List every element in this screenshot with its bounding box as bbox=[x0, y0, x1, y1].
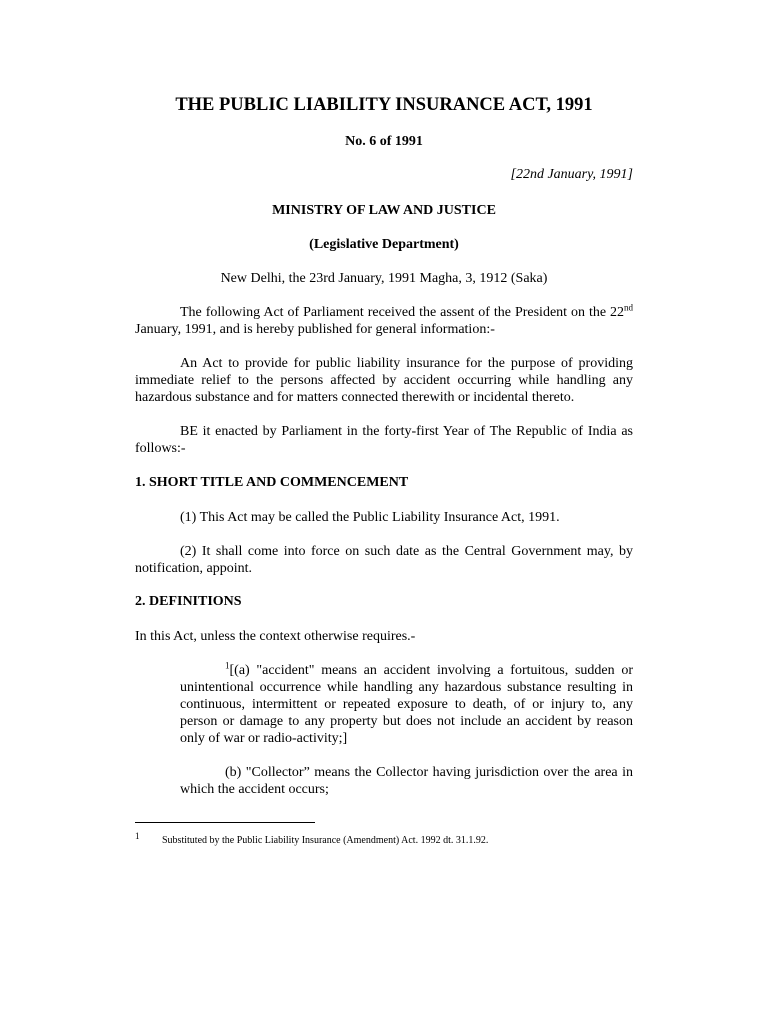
dateline: New Delhi, the 23rd January, 1991 Magha, 3, 1912 (Saka) bbox=[220, 271, 548, 286]
ministry-heading: MINISTRY OF LAW AND JUSTICE bbox=[272, 203, 496, 218]
act-number: No. 6 of 1991 bbox=[345, 134, 423, 149]
section-1-subsection-1: (1) This Act may be called the Public Liability Insurance Act, 1991. bbox=[180, 510, 560, 525]
footnote-text: Substituted by the Public Liability Insurance (Amendment) Act. 1992 dt. 31.1.92. bbox=[162, 835, 489, 846]
act-title: THE PUBLIC LIABILITY INSURANCE ACT, 1991 bbox=[175, 95, 593, 115]
definition-accident bbox=[180, 662, 633, 747]
department-heading: (Legislative Department) bbox=[309, 237, 459, 252]
assent-text-part2: January, 1991, and is hereby published for general information:- bbox=[135, 322, 495, 337]
section-2-heading: 2. DEFINITIONS bbox=[135, 594, 242, 609]
section-2-intro: In this Act, unless the context otherwise requires.- bbox=[135, 629, 416, 644]
ordinal-superscript: nd bbox=[624, 302, 633, 313]
assent-text-part1: The following Act of Parliament received the assent of the President on the 22 bbox=[180, 305, 624, 320]
act-date: [22nd January, 1991] bbox=[510, 167, 633, 182]
section-1-heading: 1. SHORT TITLE AND COMMENCEMENT bbox=[135, 475, 409, 490]
footnote-mark: 1 bbox=[135, 831, 140, 841]
definition-accident-text: [(a) "accident" means an accident involving a fortuitous, sudden or unintentional occurrence while handling any hazardous substance resulting in continuous, intermittent or repeated exposure to death, of or injury to, any person or damage to any property but does not include an accident by reason only of war or radio-activity;] bbox=[180, 663, 633, 746]
enactment-paragraph: BE it enacted by Parliament in the forty-first Year of The Republic of India as follows:- bbox=[135, 424, 633, 456]
definition-collector: (b) "Collector” means the Collector having jurisdiction over the area in which the accident occurs; bbox=[180, 765, 633, 797]
preamble-paragraph: An Act to provide for public liability insurance for the purpose of providing immediate relief to the persons affected by accident occurring while handling any hazardous substance and for matters connected therewith or incidental thereto. bbox=[135, 356, 633, 405]
footnote-reference: 1 bbox=[225, 660, 230, 671]
section-1-subsection-2: (2) It shall come into force on such date as the Central Government may, by notification, appoint. bbox=[135, 544, 633, 576]
footnote-divider bbox=[135, 822, 315, 823]
assent-paragraph bbox=[135, 304, 633, 338]
